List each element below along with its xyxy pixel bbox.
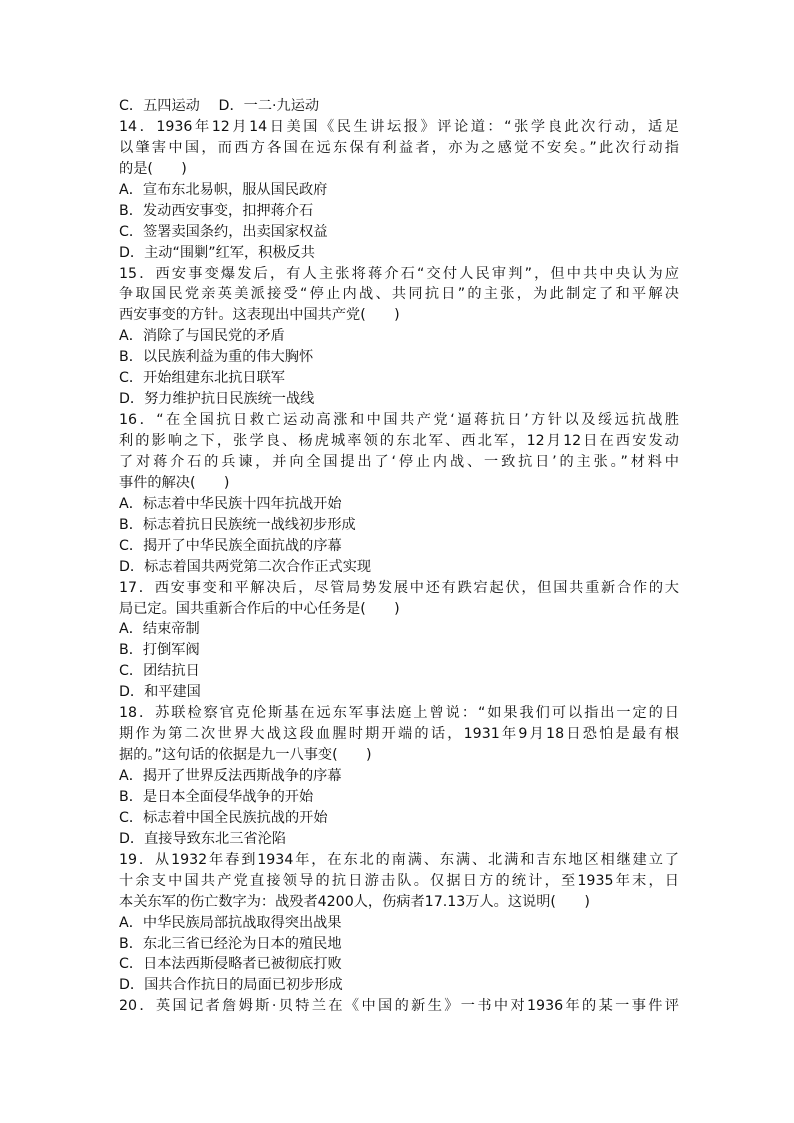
option-line: D．标志着国共两党第二次合作正式实现 bbox=[119, 558, 372, 575]
option-line: A．宣布东北易帜，服从国民政府 bbox=[119, 181, 328, 198]
option-line: D．主动“围剿”红军，积极反共 bbox=[119, 244, 315, 261]
option-line: C．签署卖国条约，出卖国家权益 bbox=[119, 223, 328, 240]
question-19-line-1: 19．从1932年春到1934年，在东北的南满、东满、北满和吉东地区相继建立了 bbox=[119, 851, 679, 868]
option-line: B．发动西安事变，扣押蒋介石 bbox=[119, 202, 314, 219]
option-line: D．国共合作抗日的局面已初步形成 bbox=[119, 977, 343, 994]
question-19-line-3: 本关东军的伤亡数字为：战殁者4200人，伤病者17.13万人。这说明( ) bbox=[119, 893, 590, 910]
option-line: C．团结抗日 bbox=[119, 663, 200, 680]
option-line: B．东北三省已经沦为日本的殖民地 bbox=[119, 935, 342, 952]
option-line: C．五四运动 D．一二·九运动 bbox=[119, 98, 320, 114]
question-14-line-2: 以肇害中国，而西方各国在远东保有利益者，亦为之感觉不安矣。”此次行动指 bbox=[119, 139, 679, 156]
document-body bbox=[119, 96, 679, 1017]
question-18-line-1: 18．苏联检察官克伦斯基在远东军事法庭上曾说：“如果我们可以指出一定的日 bbox=[119, 705, 679, 722]
question-14-line-3: 的是( ) bbox=[119, 160, 187, 177]
question-18-line-2: 期作为第二次世界大战这段血腥时期开端的话，1931年9月18日恐怕是最有根 bbox=[119, 726, 679, 743]
question-16-line-3: 了对蒋介石的兵谏，并向全国提出了‘停止内战、一致抗日’的主张。”材料中 bbox=[119, 453, 679, 470]
question-16-line-4: 事件的解决( ) bbox=[119, 474, 230, 491]
option-line: B．是日本全面侵华战争的开始 bbox=[119, 788, 314, 805]
option-line: D．努力维护抗日民族统一战线 bbox=[119, 391, 315, 408]
question-15-line-1: 15．西安事变爆发后，有人主张将蒋介石“交付人民审判”，但中共中央认为应 bbox=[119, 265, 679, 282]
option-line: A．标志着中华民族十四年抗战开始 bbox=[119, 495, 342, 512]
option-line: B．以民族利益为重的伟大胸怀 bbox=[119, 349, 314, 366]
question-16-line-1: 16．“在全国抗日救亡运动高涨和中国共产党‘逼蒋抗日’方针以及绥远抗战胜 bbox=[119, 412, 679, 429]
option-line: C．开始组建东北抗日联军 bbox=[119, 370, 285, 387]
question-17-line-1: 17．西安事变和平解决后，尽管局势发展中还有跌宕起伏，但国共重新合作的大 bbox=[119, 579, 679, 596]
question-15-line-2: 争取国民党亲英美派接受“停止内战、共同抗日”的主张，为此制定了和平解决 bbox=[119, 286, 679, 303]
option-line: C．日本法西斯侵略者已被彻底打败 bbox=[119, 956, 342, 973]
option-line: A．消除了与国民党的矛盾 bbox=[119, 328, 285, 345]
option-line: B．打倒军阀 bbox=[119, 642, 200, 659]
question-16-line-2: 利的影响之下，张学良、杨虎城率领的东北军、西北军，12月12日在西安发动 bbox=[119, 433, 679, 449]
option-line: B．标志着抗日民族统一战线初步形成 bbox=[119, 516, 356, 533]
option-line: D．和平建国 bbox=[119, 684, 201, 701]
question-19-line-2: 十余支中国共产党直接领导的抗日游击队。仅据日方的统计，至1935年末，日 bbox=[119, 872, 679, 889]
option-line: C．标志着中国全民族抗战的开始 bbox=[119, 809, 328, 826]
option-line: A．结束帝制 bbox=[119, 621, 200, 638]
question-14-line-1: 14．1936年12月14日美国《民生讲坛报》评论道：“张学良此次行动，适足 bbox=[119, 118, 679, 135]
option-line: A．揭开了世界反法西斯战争的序幕 bbox=[119, 768, 342, 784]
question-17-line-2: 局已定。国共重新合作后的中心任务是( ) bbox=[119, 600, 400, 617]
question-20-line-1: 20．英国记者詹姆斯·贝特兰在《中国的新生》一书中对1936年的某一事件评 bbox=[119, 998, 679, 1015]
option-line: C．揭开了中华民族全面抗战的序幕 bbox=[119, 537, 342, 554]
option-line: A．中华民族局部抗战取得突出战果 bbox=[119, 914, 342, 931]
question-18-line-3: 据的。”这句话的依据是九一八事变( ) bbox=[119, 747, 372, 764]
option-line: D．直接导致东北三省沦陷 bbox=[119, 830, 286, 847]
question-15-line-3: 西安事变的方针。这表现出中国共产党( ) bbox=[119, 307, 400, 324]
